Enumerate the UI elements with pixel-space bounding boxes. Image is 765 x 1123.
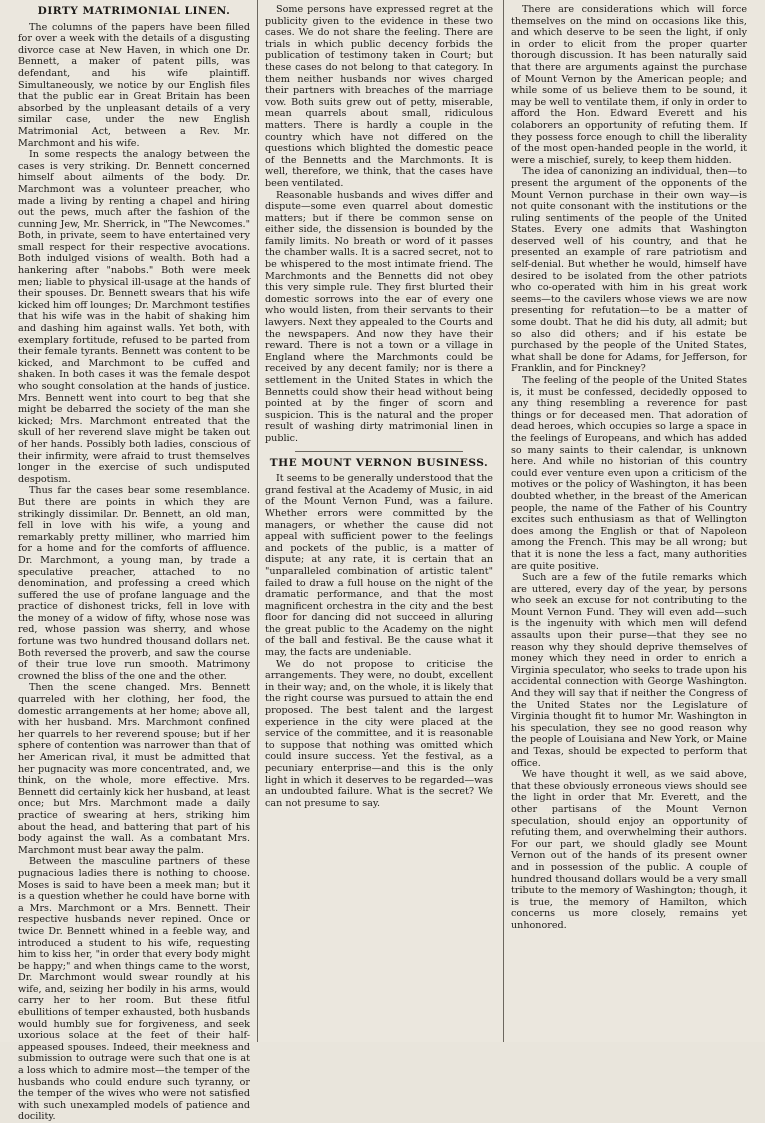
column-rule [503,0,504,1042]
paragraph: Between the masculine partners of these pugnacious ladies there is nothing to choose. Moses is said to have been a meek man; but it is a question whether he could have borne with a Mrs. Marchmont or a Mrs. Bennett. Their respective husbands never repined. Once or twice Dr. Bennett whined in a feeble way, and introduced a student to his wife, requesting him to kiss her, "in order that every body might be happy;" and when things came to the worst, Dr. Marchmont would swear roundly at his wife, and, seizing her bodily in his arms, would carry her to her room. But these fitful ebullitions of temper exhausted, both husbands would humbly sue for forgiveness, and seek uxorious solace at the feet of their half-appeased spouses. Indeed, their meekness and submission to outrage were such that one is at a loss which to admire most—the temper of the husbands who could endure such tyranny, or the temper of the wives who were not satisfied with such unexampled models of patience and docility. [18,856,250,1123]
paragraph: Such are a few of the futile remarks which are uttered, every day of the year, by persons who seek an excuse for not contributing to the Mount Vernon Fund. They will even add—such is the ingenuity with which men will defend assaults upon their purse—that they see no reason why they should deprive themselves of money which they need in order to enrich a Virginia speculator, who seeks to trade upon his accidental connection with George Washington. And they will say that if neither the Congress of the United States nor the Legislature of Virginia thought fit to humor Mr. Washington in his speculation, they see no good reason why the people of Louisiana and New York, or Maine and Texas, should be expected to perform that office. [511,572,747,769]
column-1 [18,4,250,1123]
column-rule [257,0,258,1042]
paragraph: We have thought it well, as we said above, that these obviously erroneous views should see the light in order that Mr. Everett, and the other partisans of the Mount Vernon speculation, should enjoy an opportunity of refuting them, and overwhelming their authors. For our part, we should gladly see Mount Vernon out of the hands of its present owner and in possession of the public. A couple of hundred thousand dollars would be a very small tribute to the memory of Washington; though, it is true, the memory of Hamilton, which concerns us more closely, remains yet unhonored. [511,769,747,931]
paragraph: The feeling of the people of the United States is, it must be confessed, decidedly opposed to any thing resembling a reverence for past things or for deceased men. That adoration of dead heroes, which occupies so large a space in the feelings of Europeans, and which has added so many saints to their calendar, is unknown here. And while no historian of this country could ever venture even upon a criticism of the motives or the policy of Washington, it has been doubted whether, in the breast of the American people, the name of the Father of his Country excites such enthusiasm as that of Wellington does among the English or that of Napoleon among the French. This may be all wrong; but that it is none the less a fact, many authorities are quite positive. [511,375,747,572]
paragraph: Reasonable husbands and wives differ and dispute—some even quarrel about domestic matters; but if there be common sense on either side, the dissension is bounded by the family limits. No breath or word of it passes the chamber walls. It is a sacred secret, not to be whispered to the most intimate friend. The Marchmonts and the Bennetts did not obey this very simple rule. They first blurted their domestic sorrows into the ear of every one who would listen, from their servants to their lawyers. Next they appealed to the Courts and the newspapers. And now they have their reward. There is not a town or a village in England where the Marchmonts could be received by any decent family; nor is there a settlement in the United States in which the Bennetts could show their head without being pointed at by the finger of scorn and suspicion. This is the natural and the proper result of washing dirty matrimonial linen in public. [265,189,493,444]
paragraph: We do not propose to criticise the arrangements. They were, no doubt, excellent in their way; and, on the whole, it is likely that the right course was pursued to attain the end proposed. The best talent and the largest experience in the city were placed at the service of the committee, and it is reasonable to suppose that nothing was omitted which could insure success. Yet the festival, as a pecuniary enterprise—and this is the only light in which it deserves to be regarded—was an undoubted failure. What is the secret? We can not presume to say. [265,658,493,809]
article-title: THE MOUNT VERNON BUSINESS. [269,456,489,469]
paragraph: It seems to be generally understood that the grand festival at the Academy of Music, in aid of the Mount Vernon Fund, was a failure. Whether errors were committed by the managers, or whether the cause did not appeal with sufficient power to the feelings and pockets of the public, is a matter of dispute; at any rate, it is certain that an "unparalleled combination of artistic talent" failed to draw a full house on the night of the dramatic performance, and that the most magnificent orchestra in the city and the best floor for dancing did not succeed in alluring the great public to the Academy on the night of the ball and festival. Be the cause what it may, the facts are undeniable. [265,473,493,659]
paragraph: The idea of canonizing an individual, then—to present the argument of the opponents of the Mount Vernon purchase in their own way—is not quite consonant with the institutions or the ruling sentiments of the people of the United States. Every one admits that Washington deserved well of his country, and that he presented an example of rare patriotism and self-denial. But whether he would, himself have desired to be isolated from the other patriots who co-operated with him in his great work seems—to the cavilers whose views we are now presenting for refutation—to be a matter of some doubt. That he did his duty, all admit; but so also did others; and if his estate be purchased by the people of the United States, what shall be done for Adams, for Jefferson, for Franklin, and for Pinckney? [511,166,747,375]
article-divider [295,451,463,452]
column-3 [511,4,747,1038]
paragraph: The columns of the papers have been filled for over a week with the details of a disgusting divorce case at New Haven, in which one Dr. Bennett, a maker of patent pills, was defendant, and his wife plaintiff. Simultaneously, we notice by our English files that the public ear in Great Britain has been absorbed by the unpleasant details of a very similar case, under the new English Matrimonial Act, between a Rev. Mr. Marchmont and his wife. [18,21,250,149]
column-2 [265,4,493,1038]
paragraph: Thus far the cases bear some resemblance. But there are points in which they are strikingly dissimilar. Dr. Bennett, an old man, fell in love with his wife, a young and remarkably pretty milliner, who married him for a home and for the comforts of affluence. Dr. Marchmont, a young man, by trade a speculative preacher, attached to no denomination, and professing a creed which suffered the use of profane language and the practice of dishonest tricks, fell in love with the money of a widow of fifty, whose nose was red, whose passion was sherry, and whose fortune was two hundred thousand dollars net. Both reversed the proverb, and saw the course of their true love run smooth. Matrimony crowned the bliss of the one and the other. [18,485,250,682]
paragraph: Then the scene changed. Mrs. Bennett quarreled with her clothing, her food, the domestic arrangements at her home; above all, with her husband. Mrs. Marchmont confined her quarrels to her reverend spouse; but if her sphere of contention was narrower than that of her American rival, it must be admitted that her pugnacity was more concentrated, and, we think, on the whole, more effective. Mrs. Bennett did certainly kick her husband, at least once; but Mrs. Marchmont made a daily practice of swearing at hers, striking him about the head, and battering that part of his body against the wall. As a combatant Mrs. Marchmont must bear away the palm. [18,682,250,856]
paragraph: In some respects the analogy between the cases is very striking. Dr. Bennett concerned himself about ailments of the body. Dr. Marchmont was a volunteer preacher, who made a living by renting a chapel and hiring out the pews, much after the fashion of the cunning Jew, Mr. Sherrick, in "The Newcomes." Both, in private, seem to have entertained very small respect for their respective avocations. Both indulged visions of wealth. Both had a hankering after "nabobs." Both were meek men; liable to physical ill-usage at the hands of their spouses. Dr. Bennett swears that his wife kicked him off lounges; Dr. Marchmont testifies that his wife was in the habit of shaking him and dashing him against walls. Yet both, with exemplary fortitude, refused to be parted from their female tyrants. Bennett was content to be kicked, and Marchmont to be cuffed and shaken. In both cases it was the female despot who sought consolation at the hands of justice. Mrs. Bennett went into court to beg that she might be debarred the society of the man she kicked; Mrs. Marchmont entreated that the skull of her reverend slave might be taken out of her hands. Possibly both ladies, conscious of their infirmity, were afraid to trust themselves longer in the exercise of such undisputed despotism. [18,149,250,485]
paragraph: Some persons have expressed regret at the publicity given to the evidence in these two cases. We do not share the feeling. There are trials in which public decency forbids the publication of testimony taken in Court; but these cases do not belong to that category. In them neither husbands nor wives charged their partners with breaches of the marriage vow. Both suits grew out of petty, miserable, mean quarrels about small, ridiculous matters. There is hardly a couple in the country which have not differed on the questions which blighted the domestic peace of the Bennetts and the Marchmonts. It is well, therefore, we think, that the cases have been ventilated. [265,4,493,189]
article-title: DIRTY MATRIMONIAL LINEN. [37,5,231,17]
paragraph: There are considerations which will force themselves on the mind on occasions like this, and which deserve to be seen the light, if only in order to elicit from the proper quarter thorough discussion. It has been naturally said that there are arguments against the purchase of Mount Vernon by the American people; and while some of us believe them to be sound, it may be well to ventilate them, if only in order to afford the Hon. Edward Everett and his colaborers an opportunity of refuting them. If they possess force enough to chill the liberality of the most open-handed people in the world, it were a mischief, surely, to keep them hidden. [511,4,747,166]
